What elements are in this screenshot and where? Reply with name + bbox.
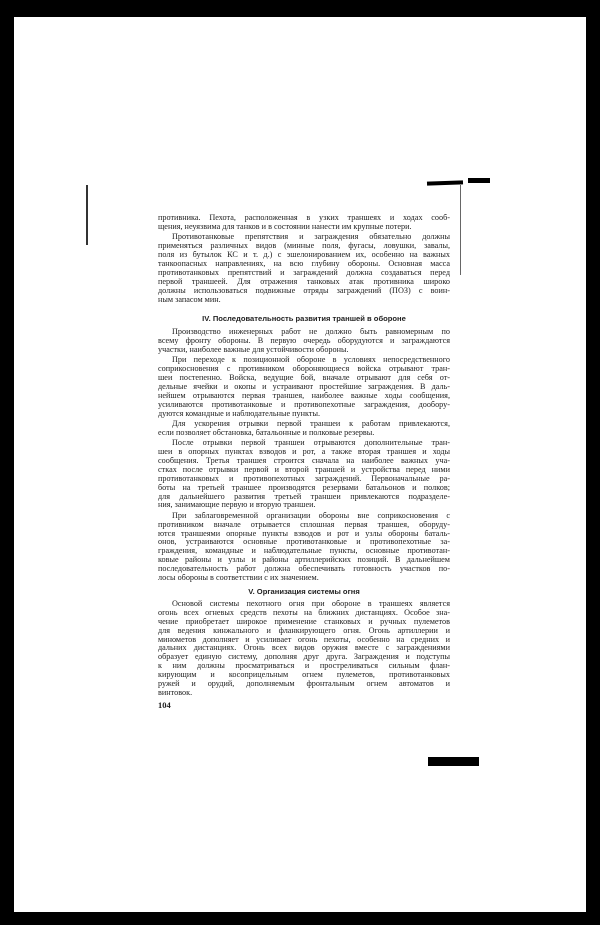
paragraph bbox=[158, 512, 450, 583]
section-heading-iv: IV. Последовательность развития траншей в обороне bbox=[202, 314, 406, 323]
text-line: первой траншеей. Для отражения танковых атак противника широко bbox=[158, 277, 450, 286]
text-line: противником вначале отрывается сплошная первая траншея, оборуду- bbox=[158, 520, 450, 529]
text-line: шеи в опорных пунктах взводов и рот, а также вторая траншея и ходы bbox=[158, 448, 450, 457]
section-intro bbox=[158, 214, 450, 304]
paragraph bbox=[158, 214, 450, 232]
text-line: При переходе к позиционной обороне в условиях непосредственного bbox=[172, 356, 450, 365]
text-line: к ним должны просматриваться и простреливаться сильным флан- bbox=[158, 662, 450, 671]
scan-vertical-line bbox=[460, 185, 461, 275]
text-line: огонь всех огневых средств пехоты на ближних дистанциях. Особое зна- bbox=[158, 608, 450, 617]
paragraph bbox=[158, 233, 450, 304]
text-line: После отрывки первой траншеи отрываются дополнительные тран- bbox=[172, 439, 450, 448]
text-line: дуются командные и наблюдательные пункты. bbox=[158, 409, 320, 418]
text-line: соприкосновения с противником обороняющиеся войска отрывают тран- bbox=[158, 365, 450, 374]
text-line: шеи постепенно. Войска, ведущие бой, вначале отрывают для себя от- bbox=[158, 373, 450, 382]
text-line: граждения, командные и наблюдательные пункты, основные противотан- bbox=[158, 547, 450, 556]
text-line: если позволяет обстановка, батальонные и полковые резервы. bbox=[158, 428, 375, 437]
text-line: противотанковых препятствий и заграждений должна создаваться перед bbox=[158, 268, 450, 277]
paragraph bbox=[158, 328, 450, 355]
paragraph bbox=[158, 420, 450, 438]
text-line: всему фронту обороны. В первую очередь оборудуются и заграждаются bbox=[158, 336, 450, 345]
section-heading-v: V. Организация системы огня bbox=[248, 587, 360, 596]
text-line: стках после отрывки первой и второй траншей и устройства перед ними bbox=[158, 465, 450, 474]
text-line: дальних дистанциях. Огонь всех видов оружия вместе с заграждениями bbox=[158, 644, 450, 653]
text-line: нейшем отрываются первая траншея, наиболее важные ходы сообщения, bbox=[158, 391, 450, 400]
text-line: боты на третьей траншее производятся резервами батальонов и полков; bbox=[158, 483, 450, 492]
text-line: Противотанковые препятствия и заграждения обязательно должны bbox=[172, 233, 450, 242]
text-line: ния, занимающие первую и вторую траншеи. bbox=[158, 501, 316, 510]
text-line: кирующим и косоприцельным огнем пулеметов, противотанковых bbox=[158, 671, 450, 680]
text-line: должны использоваться подвижные отряды заграждений (ПОЗ) с воин- bbox=[158, 286, 450, 295]
scan-mark-left bbox=[86, 185, 88, 245]
text-line: противника. Пехота, расположенная в узких траншеях и ходах сооб- bbox=[158, 214, 450, 222]
text-line: поля из бутылок КС и т. д.) с эшелонированием их, особенно на важных bbox=[158, 251, 450, 260]
text-line: применяться различных видов (минные поля, фугасы, ловушки, завалы, bbox=[158, 242, 450, 251]
text-line: участки, наиболее важные для устойчивости обороны. bbox=[158, 345, 349, 354]
text-line: сообщения. Третья траншея строится сначала на наиболее важных уча- bbox=[158, 456, 450, 465]
text-line: Основой системы пехотного огня при обороне в траншеях является bbox=[172, 600, 450, 608]
section-v-body bbox=[158, 600, 450, 698]
page-number: 104 bbox=[158, 700, 171, 710]
text-line: усиливаются противотанковые и противопехотные заграждения, дообору- bbox=[158, 400, 450, 409]
text-line: для дальнейшего развития третьей траншеи привлекаются подразделе- bbox=[158, 492, 450, 501]
text-line: минометов дополняет и усиливает огонь пехоты, особенно на средних и bbox=[158, 635, 450, 644]
text-line: образует единую систему, дополняя друг друга. Заграждения и подступы bbox=[158, 653, 450, 662]
text-line: ковые районы и узлы и районы артиллерийских позиций. В дальнейшем bbox=[158, 556, 450, 565]
scan-mark-top bbox=[427, 180, 463, 185]
text-line: танкоопасных направлениях, на всю глубину обороны. Основная масса bbox=[158, 259, 450, 268]
scan-mark-top-right bbox=[468, 178, 490, 183]
text-line: последовательность работ должна обеспечивать готовность участков по- bbox=[158, 565, 450, 574]
text-line: ным запасом мин. bbox=[158, 295, 221, 304]
paragraph bbox=[158, 356, 450, 418]
text-line: онов, устраиваются основные противотанковые и противопехотные за- bbox=[158, 538, 450, 547]
text-line: противотанковых и противопехотных заграждений. Первоначальные ра- bbox=[158, 474, 450, 483]
text-line: щения, неуязвима для танков и в состоянии нанести им крупные потери. bbox=[158, 222, 412, 231]
text-line: ружей и орудий, дополняемым фронтальным огнем автоматов и bbox=[158, 680, 450, 689]
section-iv-body bbox=[158, 328, 450, 583]
paragraph bbox=[158, 600, 450, 698]
text-line: Для ускорения отрывки первой траншеи к работам привлекаются, bbox=[172, 419, 450, 428]
text-line: лосы обороны в соответствии с их значением. bbox=[158, 574, 319, 583]
text-line: Производство инженерных работ не должно быть равномерным по bbox=[172, 328, 450, 336]
text-line: винтовок. bbox=[158, 688, 193, 697]
paragraph bbox=[158, 439, 450, 510]
text-line: дельные ячейки и окопы и устраивают простейшие заграждения. В даль- bbox=[158, 382, 450, 391]
text-line: для ведения кинжального и фланкирующего огня. Огонь артиллерии и bbox=[158, 626, 450, 635]
text-line: При заблаговременной организации обороны вне соприкосновения с bbox=[172, 511, 450, 520]
scan-mark-bottom bbox=[428, 757, 479, 766]
text-line: чение приобретает широкое применение станковых и ручных пулеметов bbox=[158, 617, 450, 626]
text-line: ются траншеями опорные пункты взводов и рот и узлы обороны баталь- bbox=[158, 529, 450, 538]
